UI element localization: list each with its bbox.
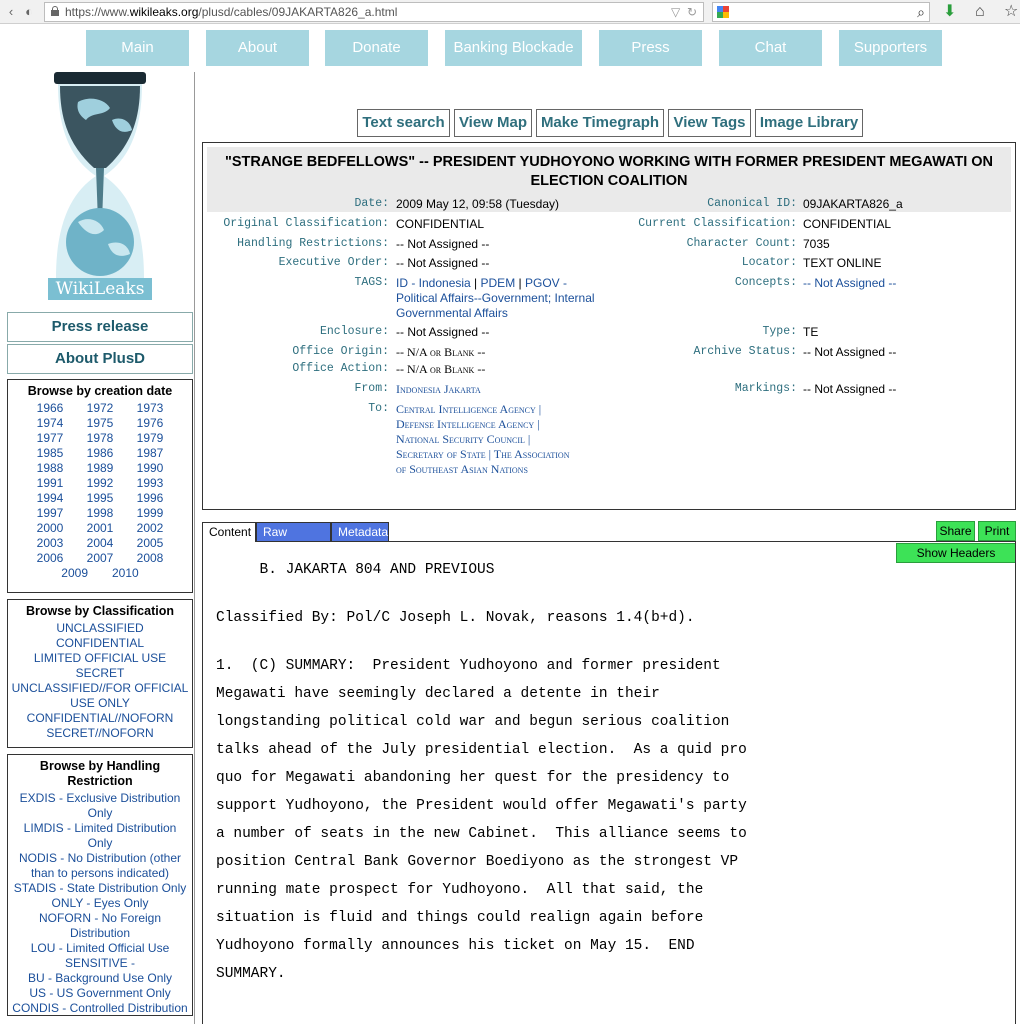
body-line [216,632,996,652]
office-origin-label: Office Origin: [292,345,389,358]
handling-link[interactable]: LOU - Limited Official Use [30,941,170,955]
show-headers-button[interactable]: Show Headers [896,543,1016,563]
tab-content[interactable]: Content [202,522,256,542]
nav-main[interactable]: Main [86,30,189,66]
body-line: running mate prospect for Yudhoyono. All that said, the [216,882,704,898]
search-engine-icon[interactable] [717,6,729,18]
body-line: Yudhoyono formally announces his ticket on May 15. END [216,938,695,954]
to-label: To: [368,402,389,415]
year-link[interactable]: 1976 [136,416,164,430]
nav-donate[interactable]: Donate [325,30,428,66]
year-link[interactable]: 2006 [36,551,64,565]
handling-restrictions-value: -- Not Assigned -- [396,237,490,251]
classification-link[interactable]: USE ONLY [70,696,130,710]
current-classification-value: CONFIDENTIAL [803,217,892,231]
body-line: longstanding political cold war and begun serious coalition [216,714,730,730]
body-line: a number of seats in the new Cabinet. This alliance seems to [216,826,747,842]
body-line: quo for Megawati abandoning her quest for the presidency to [216,770,730,786]
nav-chat[interactable]: Chat [719,30,822,66]
handling-link[interactable]: BU - Background Use Only [27,971,173,985]
office-origin-value: -- N/A or Blank -- [396,345,486,359]
year-link[interactable]: 2000 [36,521,64,535]
markings-value: -- Not Assigned -- [803,382,897,396]
url-path: /plusd/cables/09JAKARTA826_a.html [198,5,398,19]
handling-link[interactable]: NODIS - No Distribution (other [18,851,182,865]
browse-by-classification-panel [7,599,193,748]
handling-link[interactable]: ONLY - Eyes Only [51,896,149,910]
browse-by-handling-title: Browse by Handling Restriction [39,759,161,788]
from-label: From: [354,382,389,395]
year-link[interactable]: 2009 [61,566,88,580]
archive-status-label: Archive Status: [693,345,797,358]
year-link[interactable]: 1978 [86,431,114,445]
year-link[interactable]: 1999 [136,506,164,520]
home-icon[interactable]: ⌂ [975,3,985,20]
year-link[interactable]: 1996 [136,491,164,505]
body-line: SUMMARY. [216,966,286,982]
year-link[interactable]: 1997 [36,506,64,520]
print-button[interactable]: Print [978,521,1016,541]
body-line: position Central Bank Governor Boediyono as the strongest VP [216,854,739,870]
back-icon[interactable]: ‹ [8,4,14,19]
year-link[interactable]: 1989 [86,461,114,475]
body-line [216,584,996,604]
enclosure-value: -- Not Assigned -- [396,325,490,339]
browse-by-date-panel [7,379,193,593]
download-icon[interactable]: ⬇ [943,3,957,20]
executive-order-value: -- Not Assigned -- [396,256,490,270]
handling-link[interactable]: Distribution [69,926,131,940]
classification-link[interactable]: CONFIDENTIAL//NOFORN [26,711,174,725]
year-link[interactable]: 1966 [36,401,64,415]
nav-supporters[interactable]: Supporters [839,30,942,66]
year-link[interactable]: 2005 [136,536,164,550]
share-button[interactable]: Share [936,521,975,541]
site-identity-icon[interactable]: ◐ [25,4,33,19]
classification-link[interactable]: LIMITED OFFICIAL USE [33,651,167,665]
body-line: support Yudhoyono, the President would offer Megawati's party [216,798,747,814]
original-classification-value: CONFIDENTIAL [396,217,485,231]
year-grid-last [8,566,192,581]
nav-about[interactable]: About [206,30,309,66]
tag-link-id[interactable]: ID - Indonesia [396,276,471,290]
year-link[interactable]: 1992 [86,476,114,490]
cable-title: "STRANGE BEDFELLOWS" -- PRESIDENT YUDHOYONO WORKING WITH FORMER PRESIDENT MEGAWATI ON ELECTION COALITION [207,147,1011,195]
handling-link[interactable]: LIMDIS - Limited Distribution [23,821,177,835]
year-link[interactable]: 1972 [86,401,114,415]
character-count-value: 7035 [803,237,830,251]
logo-text: WikiLeaks [48,278,152,300]
address-bar[interactable] [44,2,704,22]
year-link[interactable]: 1987 [136,446,164,460]
browse-by-classification-title: Browse by Classification [26,604,174,618]
type-label: Type: [762,325,797,338]
body-line: talks ahead of the July presidential election. As a quid pro [216,742,747,758]
body-line: Classified By: Pol/C Joseph L. Novak, reasons 1.4(b+d). [216,610,695,626]
view-map-button[interactable]: View Map [454,109,532,137]
original-classification-label: Original Classification: [223,217,389,230]
office-action-value: -- N/A or Blank -- [396,362,486,376]
reload-icon[interactable]: ↻ [686,5,697,19]
handling-link[interactable]: Only [87,806,113,820]
body-line: B. JAKARTA 804 AND PREVIOUS [216,562,495,578]
locator-label: Locator: [741,256,797,269]
dropdown-icon[interactable]: ▽ [671,5,681,19]
year-link[interactable]: 2003 [36,536,64,550]
to-value[interactable]: Central Intelligence Agency | Defense Intelligence Agency | National Security Council | Secretary of State | The Association of Southeast Asian Nations [396,402,570,476]
enclosure-label: Enclosure: [319,325,389,338]
handling-link[interactable]: EXDIS - Exclusive Distribution [19,791,181,805]
from-value[interactable]: Indonesia Jakarta [396,382,481,396]
handling-link[interactable]: than to persons indicated) [30,866,170,880]
current-classification-label: Current Classification: [638,217,797,230]
year-link[interactable]: 1977 [36,431,64,445]
handling-restrictions-label: Handling Restrictions: [237,237,389,250]
image-library-button[interactable]: Image Library [755,109,863,137]
archive-status-value: -- Not Assigned -- [803,345,897,359]
classification-link[interactable]: UNCLASSIFIED//FOR OFFICIAL [11,681,189,695]
year-link[interactable]: 1994 [36,491,64,505]
date-value: 2009 May 12, 09:58 (Tuesday) [396,197,559,211]
browse-by-date-title: Browse by creation date [27,384,173,398]
office-action-label: Office Action: [292,362,389,375]
body-line: Megawati have seemingly declared a detente in their [216,686,660,702]
browser-toolbar [0,0,1020,24]
body-line: situation is fluid and things could realign again before [216,910,704,926]
handling-list [8,791,192,1016]
handling-link[interactable]: US - US Government Only [29,986,171,1000]
lock-icon [51,6,59,16]
wikileaks-logo[interactable] [48,72,152,304]
year-link[interactable]: 1985 [36,446,64,460]
handling-link[interactable]: STADIS - State Distribution Only [13,881,187,895]
year-link[interactable]: 1975 [86,416,114,430]
concepts-value[interactable]: -- Not Assigned -- [803,276,897,290]
handling-link[interactable]: CONDIS - Controlled Distribution [12,1001,188,1015]
tag-link-pgov[interactable]: PGOV - [524,276,567,290]
year-link[interactable]: 2001 [86,521,114,535]
year-link[interactable]: 2002 [136,521,164,535]
year-link[interactable]: 1973 [136,401,164,415]
locator-value: TEXT ONLINE [803,256,882,270]
year-link[interactable]: 1986 [86,446,114,460]
concepts-label: Concepts: [734,276,797,289]
year-link[interactable]: 2004 [86,536,114,550]
type-value: TE [803,325,819,339]
body-line: 1. (C) SUMMARY: President Yudhoyono and former president [216,658,721,674]
tag-link-pgov-line2[interactable]: Political Affairs--Government; Internal [396,291,595,305]
tag-link-pgov-line3[interactable]: Governmental Affairs [396,306,508,320]
url-host: wikileaks.org [129,5,199,19]
markings-label: Markings: [734,382,797,395]
bookmark-star-icon[interactable]: ☆ [1004,3,1019,20]
classification-link[interactable]: SECRET [75,666,125,680]
year-link[interactable]: 1998 [86,506,114,520]
tags-value: ID - Indonesia | PDEM | PGOV - Political Affairs--Government; Internal Governmental Affairs [396,276,595,320]
tag-link-pdem[interactable]: PDEM [480,276,516,290]
year-link[interactable]: 1995 [86,491,114,505]
year-link[interactable]: 1993 [136,476,164,490]
handling-link[interactable]: Only [87,836,113,850]
date-label: Date: [354,197,389,210]
canonical-id-label: Canonical ID: [707,197,797,210]
about-plusd-button[interactable]: About PlusD [7,344,193,374]
classification-link[interactable]: SECRET//NOFORN [46,726,154,740]
view-tags-button[interactable]: View Tags [668,109,751,137]
browse-by-handling-panel [7,754,193,1016]
column-divider [194,72,195,1024]
url-prefix: https://www. [65,5,130,19]
classification-link[interactable]: UNCLASSIFIED [56,621,144,635]
year-link[interactable]: 1974 [36,416,64,430]
classification-list [8,621,192,741]
hourglass-icon [48,72,152,278]
search-icon[interactable]: ⌕ [917,4,925,20]
canonical-id-value: 09JAKARTA826_a [803,197,903,211]
make-timegraph-button[interactable]: Make Timegraph [536,109,664,137]
year-link[interactable]: 1990 [136,461,164,475]
year-link[interactable]: 2008 [136,551,164,565]
year-link[interactable]: 2010 [112,566,139,580]
search-bar[interactable] [712,2,930,22]
year-link[interactable]: 1988 [36,461,64,475]
handling-link[interactable]: NOFORN - No Foreign [38,911,162,925]
classification-link[interactable]: CONFIDENTIAL [55,636,144,650]
nav-banking-blockade[interactable]: Banking Blockade [445,30,582,66]
text-search-button[interactable]: Text search [357,109,450,137]
character-count-label: Character Count: [686,237,797,250]
year-link[interactable]: 1991 [36,476,64,490]
handling-link[interactable]: SENSITIVE - [64,956,135,970]
year-grid [8,401,192,566]
executive-order-label: Executive Order: [278,256,389,269]
press-release-button[interactable]: Press release [7,312,193,342]
tab-raw-content[interactable]: Raw content [256,522,331,542]
tab-metadata[interactable]: Metadata [331,522,389,542]
cable-body-text [216,556,996,988]
tags-label: TAGS: [354,276,389,289]
year-link[interactable]: 2007 [86,551,114,565]
year-link[interactable]: 1979 [136,431,164,445]
nav-press[interactable]: Press [599,30,702,66]
